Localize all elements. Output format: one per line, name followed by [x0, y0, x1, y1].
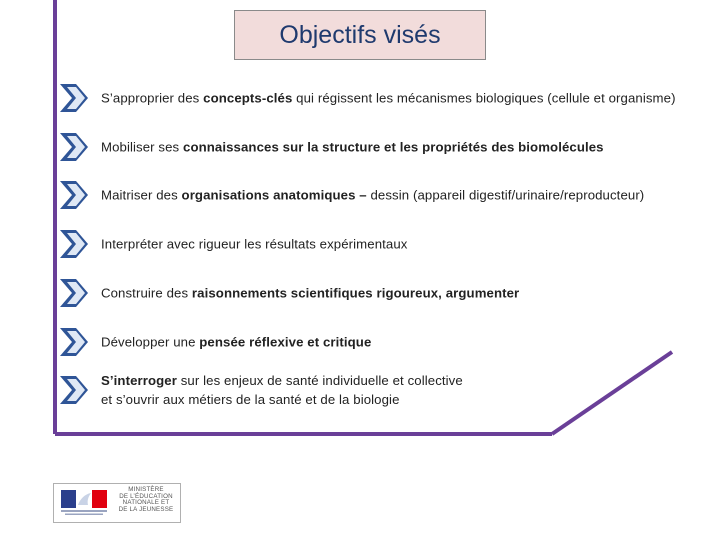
bullet-text-segment: et s’ouvrir aux métiers de la santé et de la biologie: [101, 392, 400, 407]
bullet-bold-segment: raisonnements scientifiques rigoureux, argumenter: [191, 285, 520, 301]
bullet-text-segment: qui régissent les mécanismes biologiques (cellule et organisme): [292, 90, 676, 106]
bullet-bold-segment: organisations anatomiques –: [181, 187, 371, 203]
bullet-text-segment: dessin (appareil digestif/urinaire/reproducteur): [370, 187, 645, 203]
double-chevron-icon: [58, 178, 94, 212]
bullet-6-text: [101, 335, 371, 350]
bullet-6: [58, 325, 720, 359]
bullet-5: [58, 276, 720, 310]
bullet-bold-segment: S’interroger: [101, 373, 177, 388]
bullet-3-text: [101, 188, 644, 203]
ministry-line-3: NATIONALE ET: [122, 499, 170, 507]
bullet-2: [58, 130, 720, 164]
bullet-3: [58, 178, 720, 212]
bullet-text-segment: sur les enjeux de santé individuelle et collective: [176, 373, 463, 388]
double-chevron-icon: [58, 373, 94, 407]
ministry-logo: [53, 483, 181, 523]
bullet-1: [58, 81, 720, 115]
double-chevron-icon: [58, 130, 94, 164]
ministry-line-2: DE L’ÉDUCATION: [119, 492, 173, 500]
bullet-text-segment: S’approprier des: [101, 90, 204, 106]
double-chevron-icon: [58, 81, 94, 115]
bullet-text-segment: Construire des: [101, 285, 192, 301]
marianne-flag-icon: [61, 490, 107, 516]
bullet-5-text: [101, 286, 519, 301]
bullet-text-segment: Interpréter avec rigueur les résultats expérimentaux: [101, 236, 408, 252]
slide-title: Objectifs visés: [279, 20, 441, 49]
ministry-line-1: MINISTÈRE: [128, 486, 164, 493]
double-chevron-icon: [58, 276, 94, 310]
bullet-4-text: [101, 237, 407, 252]
bullet-1-text: [101, 91, 676, 106]
bullet-2-text: [101, 140, 604, 155]
bullet-4: [58, 227, 720, 261]
double-chevron-icon: [58, 227, 94, 261]
bullet-text-segment: Développer une: [101, 334, 200, 350]
bullet-bold-segment: connaissances sur la structure et les propriétés des biomolécules: [183, 139, 604, 155]
bullet-text-segment: Mobiliser ses: [101, 139, 184, 155]
ministry-line-4: DE LA JEUNESSE: [118, 505, 174, 513]
bullet-text-segment: Maitriser des: [101, 187, 182, 203]
ministry-name: [116, 487, 176, 513]
bullet-7-text: [101, 371, 463, 409]
bullet-7: [58, 373, 720, 407]
bullet-bold-segment: pensée réflexive et critique: [199, 334, 372, 350]
double-chevron-icon: [58, 325, 94, 359]
title-box: [234, 10, 486, 60]
bullet-bold-segment: concepts-clés: [203, 90, 293, 106]
